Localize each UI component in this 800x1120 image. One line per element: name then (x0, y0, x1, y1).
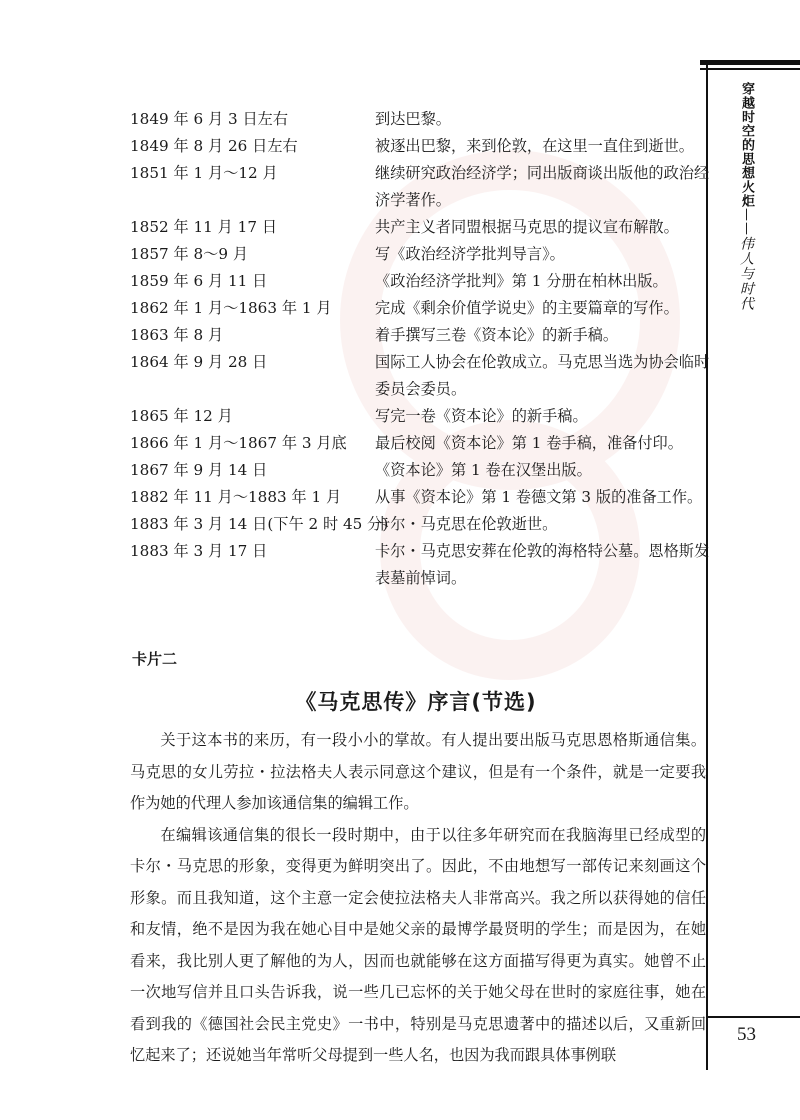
chronology-row (130, 403, 710, 430)
chronology-row (130, 349, 710, 403)
chronology-date: 1864 年 9 月 28 日 (130, 353, 268, 371)
chronology-date: 1859 年 6 月 11 日 (130, 272, 268, 290)
card-label: 卡片二 (132, 650, 178, 668)
chronology-row (130, 268, 710, 295)
chronology-row (130, 457, 710, 484)
chronology-date: 1857 年 8～9 月 (130, 245, 249, 263)
chronology-event: 国际工人协会在伦敦成立。马克思当选为协会临时委员会委员。 (375, 353, 710, 398)
chronology-row (130, 106, 710, 133)
chronology-event: 卡尔・马克思在伦敦逝世。 (375, 515, 558, 533)
header-rule-thin (700, 68, 800, 70)
chronology-row (130, 511, 710, 538)
side-header (736, 82, 756, 311)
chronology-event: 继续研究政治经济学；同出版商谈出版他的政治经济学著作。 (375, 164, 710, 209)
chronology-event: 写完一卷《资本论》的新手稿。 (375, 407, 588, 425)
chronology-event: 被逐出巴黎，来到伦敦，在这里一直住到逝世。 (375, 137, 694, 155)
chronology-row (130, 322, 710, 349)
chronology-date: 1867 年 9 月 14 日 (130, 461, 268, 479)
chronology-event: 最后校阅《资本论》第 1 卷手稿，准备付印。 (375, 434, 683, 452)
chronology-date: 1882 年 11 月～1883 年 1 月 (130, 488, 342, 506)
footer-rule (706, 1016, 800, 1018)
paragraph: 在编辑该通信集的很长一段时期中，由于以往多年研究而在我脑海里已经成型的卡尔・马克思的形象，变得更为鲜明突出了。因此，不由地想写一部传记来刻画这个形象。而且我知道，这个主意一定会使拉法格夫人非常高兴。我之所以获得她的信任和友情，绝不是因为我在她心目中是她父亲的最博学最贤明的学生；而是因为，在她看来，我比别人更了解他的为人，因而也就能够在这方面描写得更为真实。她曾不止一次地写信并且口头告诉我，说一些几已忘怀的关于她父母在世时的家庭往事，她在看到我的《德国社会民主党史》一书中，特别是马克思遗著中的描述以后，又重新回忆起来了；还说她当年常听父母提到一些人名，也因为我而跟具体事例联 (130, 825, 706, 1064)
chronology-event: 完成《剩余价值学说史》的主要篇章的写作。 (375, 299, 679, 317)
chronology-row (130, 160, 710, 214)
chronology-event: 卡尔・马克思安葬在伦敦的海格特公墓。恩格斯发表墓前悼词。 (375, 542, 710, 587)
chronology-date: 1849 年 8 月 26 日左右 (130, 137, 298, 155)
chronology-row (130, 484, 710, 511)
article-body (130, 725, 706, 1072)
chronology-date: 1883 年 3 月 17 日 (130, 542, 268, 560)
paragraph: 关于这本书的来历，有一段小小的掌故。有人提出要出版马克思恩格斯通信集。马克思的女儿劳拉・拉法格夫人表示同意这个建议，但是有一个条件，就是一定要我作为她的代理人参加该通信集的编辑工作。 (130, 731, 706, 812)
page-number: 53 (737, 1024, 756, 1045)
chronology-row (130, 430, 710, 457)
chronology-row (130, 133, 710, 160)
chronology-date: 1852 年 11 月 17 日 (130, 218, 278, 236)
chronology-date: 1863 年 8 月 (130, 326, 224, 344)
chronology-date: 1851 年 1 月～12 月 (130, 164, 278, 182)
chronology-event: 共产主义者同盟根据马克思的提议宣布解散。 (375, 218, 679, 236)
chronology-event: 《资本论》第 1 卷在汉堡出版。 (375, 461, 592, 479)
chronology-row (130, 214, 710, 241)
article-title: 《马克思传》序言(节选) (295, 690, 537, 714)
chronology-row (130, 538, 710, 592)
chronology-event: 《政治经济学批判》第 1 分册在柏林出版。 (375, 272, 668, 290)
chronology-date: 1883 年 3 月 14 日(下午 2 时 45 分) (130, 515, 389, 533)
side-header-title: 穿越时空的思想火炬 (739, 82, 754, 208)
chronology-date: 1849 年 6 月 3 日左右 (130, 110, 289, 128)
chronology-date: 1866 年 1 月～1867 年 3 月底 (130, 434, 347, 452)
header-rule-thick (700, 60, 800, 65)
chronology-event: 从事《资本论》第 1 卷德文第 3 版的准备工作。 (375, 488, 703, 506)
chronology-event: 写《政治经济学批判导言》。 (375, 245, 565, 263)
side-header-dash: —— (739, 208, 754, 236)
chronology-row (130, 241, 710, 268)
side-header-subtitle: 伟人与时代 (738, 236, 754, 311)
chronology-event: 到达巴黎。 (375, 110, 451, 128)
chronology-table (130, 106, 710, 592)
chronology-event: 着手撰写三卷《资本论》的新手稿。 (375, 326, 618, 344)
chronology-row (130, 295, 710, 322)
chronology-date: 1862 年 1 月～1863 年 1 月 (130, 299, 332, 317)
chronology-date: 1865 年 12 月 (130, 407, 233, 425)
